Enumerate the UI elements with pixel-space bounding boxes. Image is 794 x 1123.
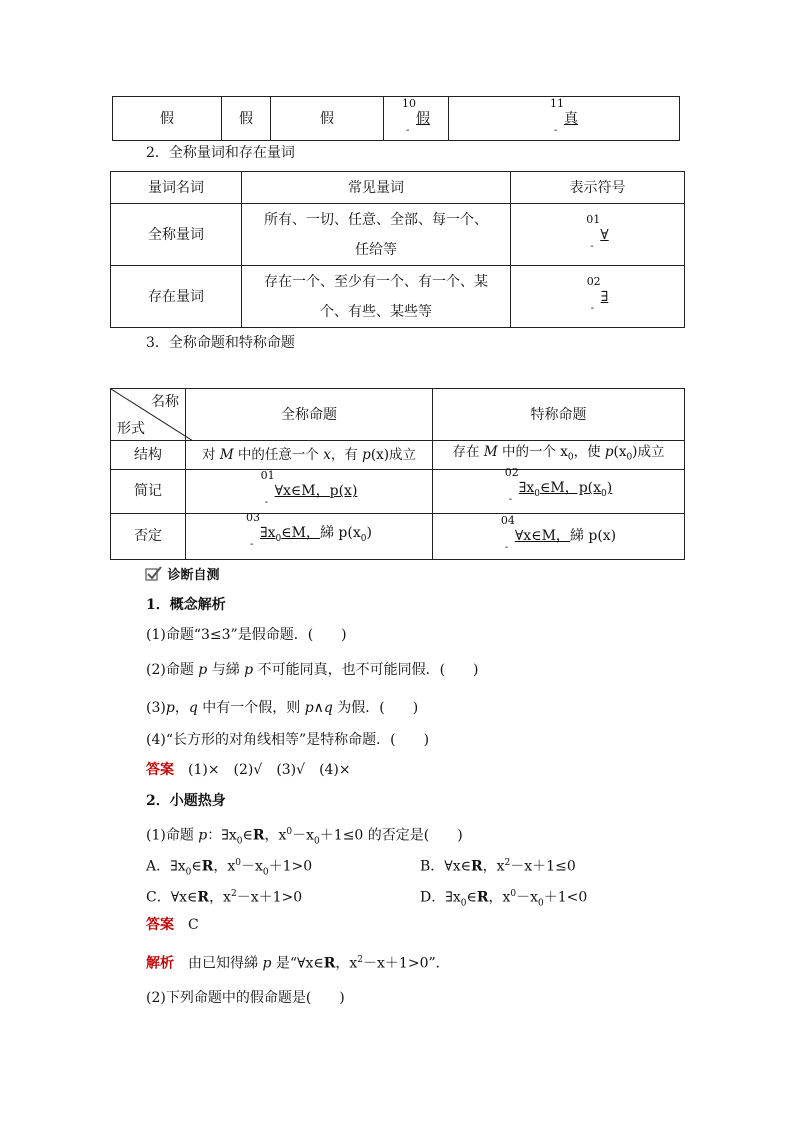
question-1-2: (2)命题 p 与綈 p 不可能同真，也不可能同假．( ) xyxy=(146,662,479,678)
section-title: 3．全称命题和特称命题 xyxy=(146,335,295,351)
table-cell: 简记 xyxy=(111,469,186,513)
table-cell: 结构 xyxy=(111,441,186,470)
table-row xyxy=(111,441,685,470)
blank-number: 03 - $\exists x_0\in M$， xyxy=(246,511,320,551)
blank-number: 01 - ∀ xyxy=(586,212,609,252)
table-cell: 假 xyxy=(222,97,271,141)
cell-line: 任给等 xyxy=(355,241,397,258)
table-header: 常见量词 xyxy=(242,172,511,204)
table-cell xyxy=(242,266,511,328)
blank-number: 01 - ∀x∈M，p(x) xyxy=(260,469,358,509)
section-title: 2．全称量词和存在量词 xyxy=(146,145,295,161)
option-b: B．∀x∈R，$x^2-x+1\le 0$ xyxy=(420,858,576,875)
answer-2: 答案 C xyxy=(146,917,199,933)
table-cell: 03 - $\exists x_0\in M$，綈 $p(x_0)$ xyxy=(186,513,433,559)
table-row xyxy=(111,204,685,266)
analysis-label: 解析 xyxy=(146,955,174,972)
table-cell: 04 - ∀x∈M，綈 p(x) xyxy=(433,513,685,559)
table-cell xyxy=(433,466,685,513)
table-cell xyxy=(242,204,511,266)
table-row xyxy=(111,513,685,559)
table-cell xyxy=(384,97,449,141)
blank-number: 10 - 假 xyxy=(402,96,430,136)
answer-label: 答案 xyxy=(146,917,174,933)
option-a: A．$\exists x_0\in R$，$x^0-x_0+1>0$ xyxy=(146,858,313,878)
table-row xyxy=(111,266,685,328)
table-header-row xyxy=(111,389,685,441)
option-c: C．∀x∈R，$x^2-x+1>0$ xyxy=(146,889,303,906)
diagnosis-heading xyxy=(145,566,219,585)
table-header: 全称命题 xyxy=(186,389,433,441)
cell-line: 存在一个、至少有一个、有一个、某 xyxy=(264,273,488,290)
option-d: D．$\exists x_0\in R$，$x^0-x_0+1<0$ xyxy=(420,889,588,909)
diagonal-header-cell xyxy=(111,389,186,441)
table-header: 量词名词 xyxy=(111,172,242,204)
table-cell xyxy=(511,266,685,328)
question-2-2: (2)下列命题中的假命题是( ) xyxy=(146,990,345,1006)
diagonal-bottom-label: 形式 xyxy=(117,421,145,437)
table-top xyxy=(112,96,680,141)
question-1-4: (4)“长方形的对角线相等”是特称命题．( ) xyxy=(146,732,430,748)
analysis: 解析 由已知得綈 p 是“∀x∈R，$x^2-x+1>0$”． xyxy=(146,955,450,972)
table-header: 表示符号 xyxy=(511,172,685,204)
table-cell xyxy=(449,97,680,141)
table-cell: 否定 xyxy=(111,513,186,559)
proposition-table xyxy=(110,388,685,560)
blank-number: 02 - ∃ xyxy=(586,274,609,314)
table-header-row xyxy=(111,172,685,204)
part2-title: 2．小题热身 xyxy=(146,793,226,809)
table-cell xyxy=(511,204,685,266)
part1-title: 1．概念解析 xyxy=(146,597,226,613)
table-cell: 假 xyxy=(271,97,384,141)
table-cell: 假 xyxy=(113,97,222,141)
question-1-3: (3)p，q 中有一个假，则 p∧q 为假．( ) xyxy=(146,700,419,716)
blank-number: 11 - 真 xyxy=(550,96,578,136)
table-cell: 存在 M 中的一个 $x_0$，使 $p(x_0)$成立 xyxy=(433,441,685,470)
table-row xyxy=(111,469,685,513)
blank-number: 02 - $\exists x_0\in M$，$p(x_0)$ xyxy=(504,466,613,506)
quantifier-table xyxy=(110,171,685,328)
blank-number: 04 - ∀x∈M， xyxy=(500,514,570,554)
diagnosis-title: 诊断自测 xyxy=(167,568,220,583)
table-header: 特称命题 xyxy=(433,389,685,441)
answer-1: 答案 (1)× (2)√ (3)√ (4)× xyxy=(146,762,351,778)
table-cell: 对 M 中的任意一个 x，有 p(x)成立 xyxy=(186,441,433,470)
question-2-1: (1)命题 p：$\exists x_0\in R$，$x^0-x_0+1\le 0$ 的否定是( ) xyxy=(146,827,463,847)
answer-label: 答案 xyxy=(146,762,174,778)
table-cell: 存在量词 xyxy=(111,266,242,328)
cell-line: 所有、一切、任意、全部、每一个、 xyxy=(264,211,488,228)
table-cell xyxy=(186,469,433,513)
question-1-1: (1)命题“3≤3”是假命题．( ) xyxy=(146,627,347,643)
table-cell: 全称量词 xyxy=(111,204,242,266)
diagonal-top-label: 名称 xyxy=(151,394,179,410)
cell-line: 个、有些、某些等 xyxy=(320,303,432,320)
checkmark-icon xyxy=(145,566,163,582)
table-row xyxy=(113,97,680,141)
